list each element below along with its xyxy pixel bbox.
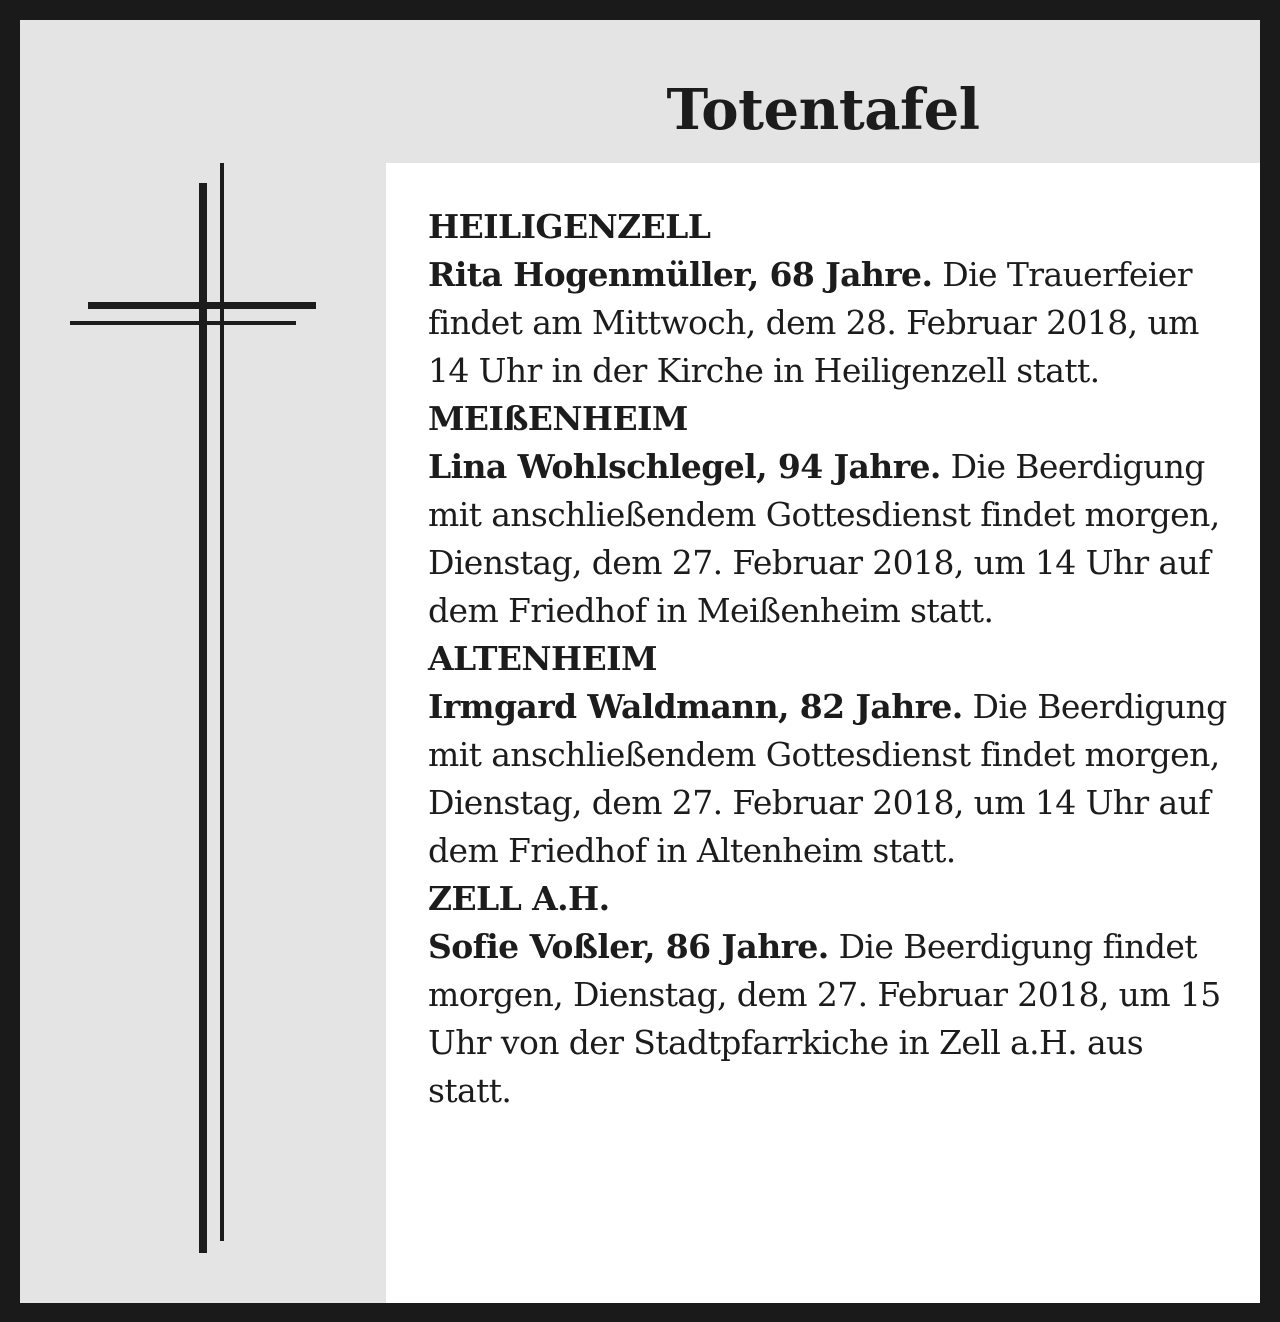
entry-place: ZELL A.H.	[428, 879, 610, 918]
obituary-entry	[428, 875, 1228, 1115]
entry-name: Lina Wohlschlegel, 94 Jahre.	[428, 447, 941, 486]
entry-name: Irmgard Waldmann, 82 Jahre.	[428, 687, 963, 726]
entry-place: ALTENHEIM	[428, 639, 657, 678]
obituary-entry	[428, 635, 1228, 875]
obituary-panel	[20, 20, 1260, 1303]
obituary-list	[428, 203, 1228, 1115]
cross-horizontal-thick	[88, 302, 316, 309]
obituary-entry	[428, 395, 1228, 635]
page-title: Totentafel	[666, 77, 980, 143]
cross-horizontal-thin	[70, 321, 296, 325]
obituary-entry	[428, 203, 1228, 395]
cross-icon	[20, 20, 386, 1303]
entry-body	[428, 251, 1228, 395]
entry-place: HEILIGENZELL	[428, 207, 711, 246]
entry-body	[428, 443, 1228, 635]
entry-body	[428, 683, 1228, 875]
entry-name: Rita Hogenmüller, 68 Jahre.	[428, 255, 933, 294]
entry-name: Sofie Voßler, 86 Jahre.	[428, 927, 829, 966]
entry-details: Die Beerdigung mit anschließendem Gottesdienst findet morgen, Dienstag, dem 27. Februar 2018, um 14 Uhr auf dem Friedhof in Altenheim statt.	[428, 687, 1227, 870]
obituary-content	[386, 163, 1260, 1303]
entry-details: Die Beerdigung findet morgen, Dienstag, dem 27. Februar 2018, um 15 Uhr von der Stadtpfarrkiche in Zell a.H. aus statt.	[428, 927, 1221, 1110]
entry-details: Die Beerdigung mit anschließendem Gottesdienst findet morgen, Dienstag, dem 27. Februar 2018, um 14 Uhr auf dem Friedhof in Meißenheim statt.	[428, 447, 1220, 630]
cross-vertical-thick	[199, 183, 207, 1253]
entry-body	[428, 923, 1228, 1115]
entry-details: Die Trauerfeier findet am Mittwoch, dem 28. Februar 2018, um 14 Uhr in der Kirche in Heiligenzell statt.	[428, 255, 1199, 390]
entry-place: MEIßENHEIM	[428, 399, 688, 438]
